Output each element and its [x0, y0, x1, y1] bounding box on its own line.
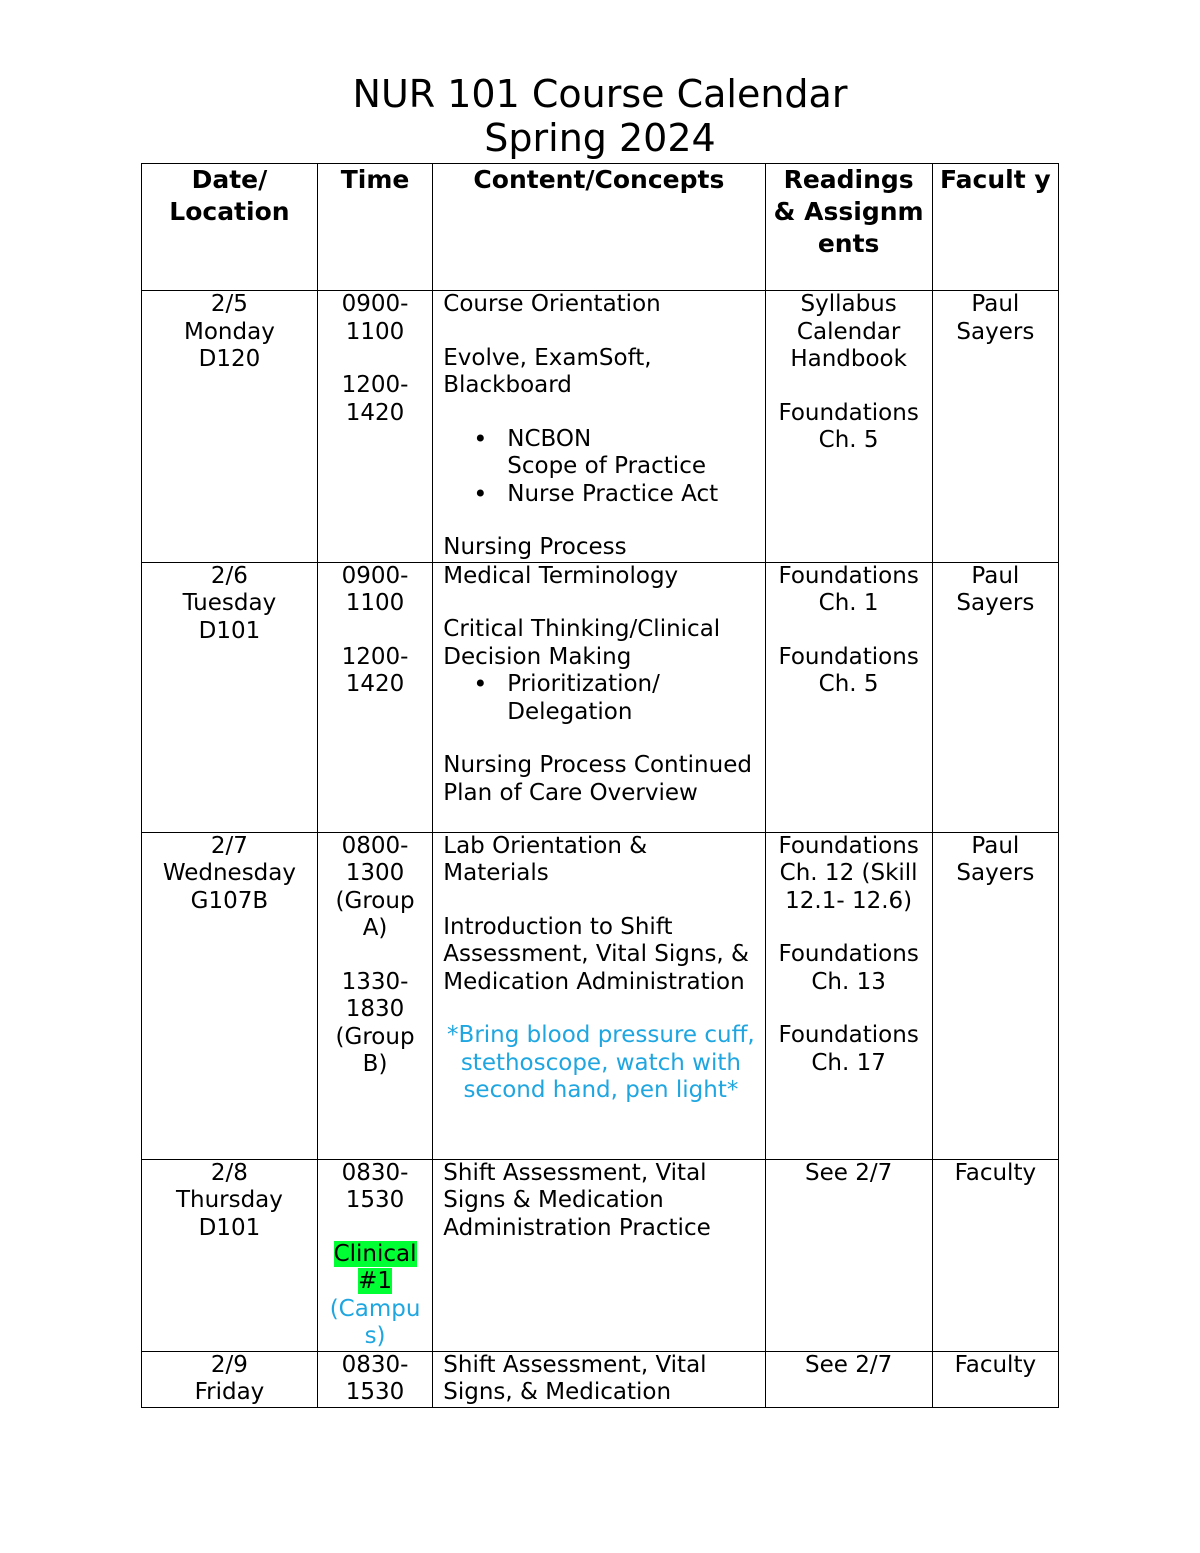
content-line: Lab Orientation & Materials	[443, 832, 648, 886]
table-row	[142, 291, 1059, 563]
reading: Foundations Ch. 17	[778, 1022, 919, 1076]
date: 2/9	[210, 1351, 248, 1378]
date-cell	[142, 291, 318, 563]
table-row	[142, 1351, 1059, 1407]
table-row	[142, 1159, 1059, 1351]
time-cell	[317, 832, 432, 1159]
clinical-badge: Clinical #1	[333, 1240, 417, 1294]
content-cell	[433, 832, 765, 1159]
header-row	[142, 164, 1059, 291]
faculty-cell: Paul Sayers	[932, 832, 1058, 1159]
page-title	[0, 72, 1200, 160]
date-cell	[142, 1159, 318, 1351]
content-line: Course Orientation	[443, 291, 661, 317]
reading: Foundations Ch. 12 (Skill 12.1- 12.6)	[778, 832, 919, 914]
list-item: • NCBON Scope of Practice	[507, 426, 758, 481]
reading: Foundations Ch. 1	[778, 562, 919, 616]
time-slot: 0800- 1300 (Group A)	[335, 832, 415, 941]
table-row	[142, 562, 1059, 832]
day: Wednesday	[162, 860, 296, 886]
location: D101	[198, 617, 261, 644]
list-item: • Nurse Practice Act	[507, 481, 758, 509]
readings-cell	[765, 1159, 932, 1351]
date: 2/5	[210, 291, 248, 317]
title-line-1: NUR 101 Course Calendar	[352, 72, 848, 116]
reading: Foundations Ch. 5	[778, 643, 919, 697]
day: Thursday	[175, 1187, 283, 1213]
location: G107B	[190, 887, 269, 914]
readings-cell	[765, 1351, 932, 1407]
content-line: Evolve, ExamSoft, Blackboard	[443, 344, 652, 398]
time-cell	[317, 1351, 432, 1407]
faculty-cell: Faculty	[932, 1351, 1058, 1407]
reading: Foundations Ch. 13	[778, 941, 919, 995]
date-cell	[142, 1351, 318, 1407]
content-line: Plan of Care Overview	[443, 779, 698, 806]
time-cell	[317, 291, 432, 563]
faculty-cell: Paul Sayers	[932, 291, 1058, 563]
time-slot: 0900- 1100	[341, 291, 409, 345]
reading: Foundations Ch. 5	[778, 399, 919, 453]
location: D120	[198, 346, 261, 372]
equipment-note: *Bring blood pressure cuff, stethoscope, watch with second hand, pen light*	[447, 1022, 755, 1103]
reading: See 2/7	[805, 1159, 893, 1186]
faculty-cell: Paul Sayers	[932, 562, 1058, 832]
readings-cell	[765, 562, 932, 832]
time-slot: 0830- 1530	[341, 1159, 409, 1213]
day: Friday	[194, 1379, 265, 1405]
date-cell	[142, 832, 318, 1159]
campus-note: (Campus)	[329, 1295, 421, 1349]
readings-cell	[765, 291, 932, 563]
list-item: • Prioritization/ Delegation	[507, 671, 758, 726]
header-faculty: Facult y	[932, 164, 1058, 291]
date: 2/7	[210, 832, 248, 859]
day: Monday	[184, 318, 275, 345]
date: 2/6	[210, 562, 248, 589]
course-calendar-table	[141, 163, 1059, 1408]
content-cell	[433, 562, 765, 832]
header-readings: Readings & Assignm ents	[765, 164, 932, 291]
time-cell	[317, 562, 432, 832]
reading: Handbook	[790, 346, 907, 372]
time-slot: 1200- 1420	[341, 372, 409, 426]
day: Tuesday	[182, 590, 277, 616]
content-line: Shift Assessment, Vital Signs & Medication Administration Practice	[443, 1159, 711, 1241]
time-slot: 0900- 1100	[341, 562, 409, 616]
content-line: Medical Terminology	[443, 562, 679, 589]
reading: Calendar	[796, 318, 901, 345]
content-list	[443, 671, 758, 726]
time-slot: 0830- 1530	[341, 1351, 409, 1405]
faculty-cell: Faculty	[932, 1159, 1058, 1351]
content-list	[443, 426, 758, 509]
header-content: Content/Concepts	[433, 164, 765, 291]
time-cell	[317, 1159, 432, 1351]
readings-cell	[765, 832, 932, 1159]
content-line: Shift Assessment, Vital Signs, & Medication	[443, 1351, 707, 1405]
content-cell	[433, 1159, 765, 1351]
content-cell	[433, 291, 765, 563]
header-date: Date/ Location	[142, 164, 318, 291]
reading: Syllabus	[800, 291, 897, 317]
content-line: Nursing Process Continued	[443, 752, 752, 778]
time-slot: 1330- 1830 (Group B)	[335, 968, 415, 1077]
date: 2/8	[210, 1159, 248, 1186]
location: D101	[198, 1214, 261, 1241]
content-line: Nursing Process	[443, 534, 627, 560]
reading: See 2/7	[805, 1351, 893, 1378]
title-line-2: Spring 2024	[484, 116, 716, 160]
content-line: Critical Thinking/Clinical Decision Making	[443, 616, 721, 670]
content-cell	[433, 1351, 765, 1407]
time-slot: 1200- 1420	[341, 643, 409, 697]
header-time: Time	[317, 164, 432, 291]
date-cell	[142, 562, 318, 832]
table-row	[142, 832, 1059, 1159]
content-line: Introduction to Shift Assessment, Vital Signs, & Medication Administration	[443, 913, 749, 995]
